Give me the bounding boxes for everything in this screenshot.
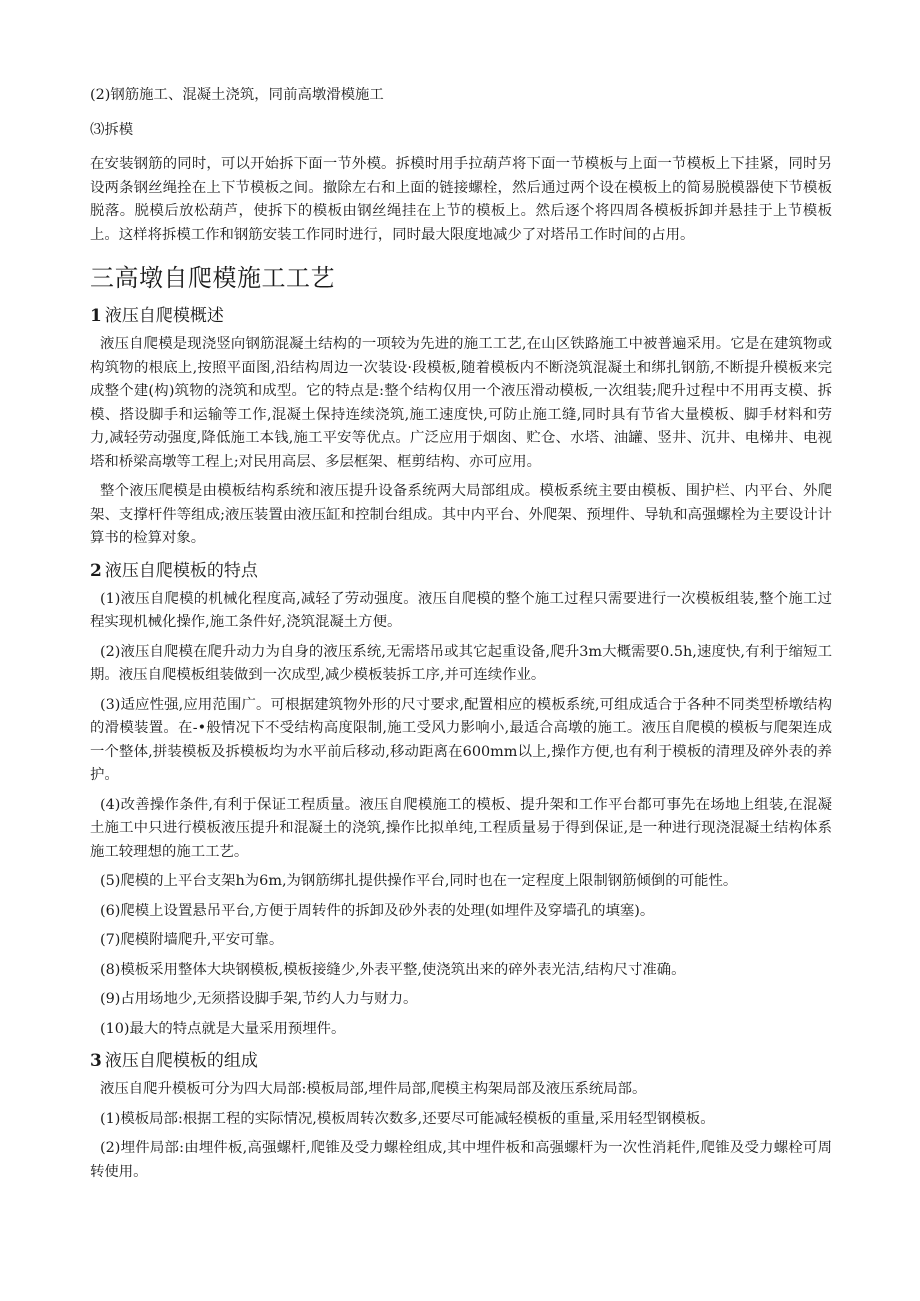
paragraph-demold-body: 在安装钢筋的同时，可以开始拆下面一节外模。拆模时用手拉葫芦将下面一节模板与上面一节模板上下挂紧，同时另设两条钢丝绳拴在上下节模板之间。撤除左右和上面的链接螺栓，然后通过两个设在模板上的简易脱模器使下节模板脱落。脱模后放松葫芦，使拆下的模板由钢丝绳挂在上节的模板上。然后逐个将四周各模板拆卸并悬挂于上节模板上。这样将拆模工作和钢筋安装工作同时进行，同时最大限度地减少了对塔吊工作时间的占用。 xyxy=(90,156,832,243)
subsection-2-number: 2 xyxy=(90,560,102,581)
feature-item-6: (6)爬模上设置悬吊平台,方便于周转件的拆卸及砂外表的处理(如埋件及穿墙孔的填塞)。 xyxy=(100,902,655,919)
feature-item-10: (10)最大的特点就是大量采用预埋件。 xyxy=(100,1020,346,1037)
subsection-1-title: 液压自爬模概述 xyxy=(104,306,224,326)
subsection-2-heading xyxy=(90,558,832,584)
feature-item-9: (9)占用场地少,无须搭设脚手架,节约人力与财力。 xyxy=(100,991,418,1007)
feature-item-1: (1)液压自爬模的机械化程度高,减轻了劳动强度。液压自爬模的整个施工过程只需要进行一次模板组装,整个施工过程实现机械化操作,施工条件好,浇筑混凝土方便。 xyxy=(90,590,832,630)
subsection-3-title: 液压自爬模板的组成 xyxy=(104,1051,258,1071)
paragraph-rebar-concrete: (2)钢筋施工、混凝土浇筑，同前高墩滑模施工 xyxy=(90,87,384,103)
feature-item-2: (2)液压自爬模在爬升动力为自身的液压系统,无需塔吊或其它起重设备,爬升3m大概需要0.5h,速度快,有利于缩短工期。液压自爬模板组装做到一次成型,减少模板装拆工序,并可连续作业。 xyxy=(90,643,832,683)
subsection-3-paragraph-2: (1)模板局部:根据工程的实际情况,模板周转次数多,还要尽可能减轻模板的重量,采用轻型钢模板。 xyxy=(100,1110,715,1127)
feature-item-8: (8)模板采用整体大块钢模板,模板接缝少,外表平整,使浇筑出来的碎外表光洁,结构尺寸准确。 xyxy=(100,961,686,978)
subsection-1-heading xyxy=(90,303,832,329)
feature-item-4: (4)改善操作条件,有利于保证工程质量。液压自爬模施工的模板、提升架和工作平台都可事先在场地上组装,在混凝土施工中只进行模板液压提升和混凝土的浇筑,操作比拟单纯,工程质量易于得到保证,是一种进行现浇混凝土结构体系施工较理想的施工工艺。 xyxy=(90,796,832,860)
subsection-3-heading xyxy=(90,1048,832,1074)
subsection-3-number: 3 xyxy=(90,1051,102,1071)
subsection-3-paragraph-3: (2)埋件局部:由埋件板,高强螺杆,爬锥及受力螺栓组成,其中埋件板和高强螺杆为一次性消耗件,爬锥及受力螺栓可周转使用。 xyxy=(90,1140,832,1180)
feature-item-5: (5)爬模的上平台支架h为6m,为钢筋绑扎提供操作平台,同时也在一定程度上限制钢筋倾倒的可能性。 xyxy=(100,873,738,889)
subsection-1-paragraph-2: 整个液压爬模是由模板结构系统和液压提升设备系统两大局部组成。模板系统主要由模板、围护栏、内平台、外爬架、支撑杆件等组成;液压装置由液压缸和控制台组成。其中内平台、外爬架、预埋件、导轨和高强螺栓为主要设计计算书的检算对象。 xyxy=(90,483,832,546)
document-page xyxy=(90,84,832,1184)
subsection-1-paragraph-1: 液压自爬模是现浇竖向钢筋混凝土结构的一项较为先进的施工工艺,在山区铁路施工中被普遍采用。它是在建筑物或构筑物的根底上,按照平面图,沿结构周边一次装设·段模板,随着模板内不断浇筑混凝土和绑扎钢筋,不断提升模板来完成整个建(构)筑物的浇筑和成型。它的特点是:整个结构仅用一个液压滑动模板,一次组装;爬升过程中不用再支模、拆模、搭设脚手和运输等工作,混凝土保持连续浇筑,施工速度快,可防止施工缝,同时具有节省大量模板、脚手材料和劳力,减轻劳动强度,降低施工本钱,施工平安等优点。广泛应用于烟囱、贮仓、水塔、油罐、竖井、沉井、电梯井、电视塔和桥梁高墩等工程上;对民用高层、多层框架、框剪结构、亦可应用。 xyxy=(90,336,833,470)
subsection-1-number: 1 xyxy=(90,306,102,326)
subsection-2-title: 液压自爬模板的特点 xyxy=(104,560,258,581)
feature-item-7: (7)爬模附墙爬升,平安可靠。 xyxy=(100,932,284,948)
paragraph-demold-heading: ⑶拆模 xyxy=(90,121,134,138)
feature-item-3: (3)适应性强,应用范围广。可根据建筑物外形的尺寸要求,配置相应的模板系统,可组成适合于各种不同类型桥墩结构的滑模装置。在-•般情况下不受结构高度限制,施工受风力影响小,最适合高墩的施工。液压自爬模的模板与爬架连成一个整体,拼装模板及拆模板均为水平前后移动,移动距离在600mm以上,操作方便,也有利于模板的清理及碎外表的养护。 xyxy=(90,696,832,783)
section-title: 三高墩自爬模施工工艺 xyxy=(90,264,335,292)
subsection-3-paragraph-1: 液压自爬升模板可分为四大局部:模板局部,埋件局部,爬模主构架局部及液压系统局部。 xyxy=(100,1081,647,1097)
